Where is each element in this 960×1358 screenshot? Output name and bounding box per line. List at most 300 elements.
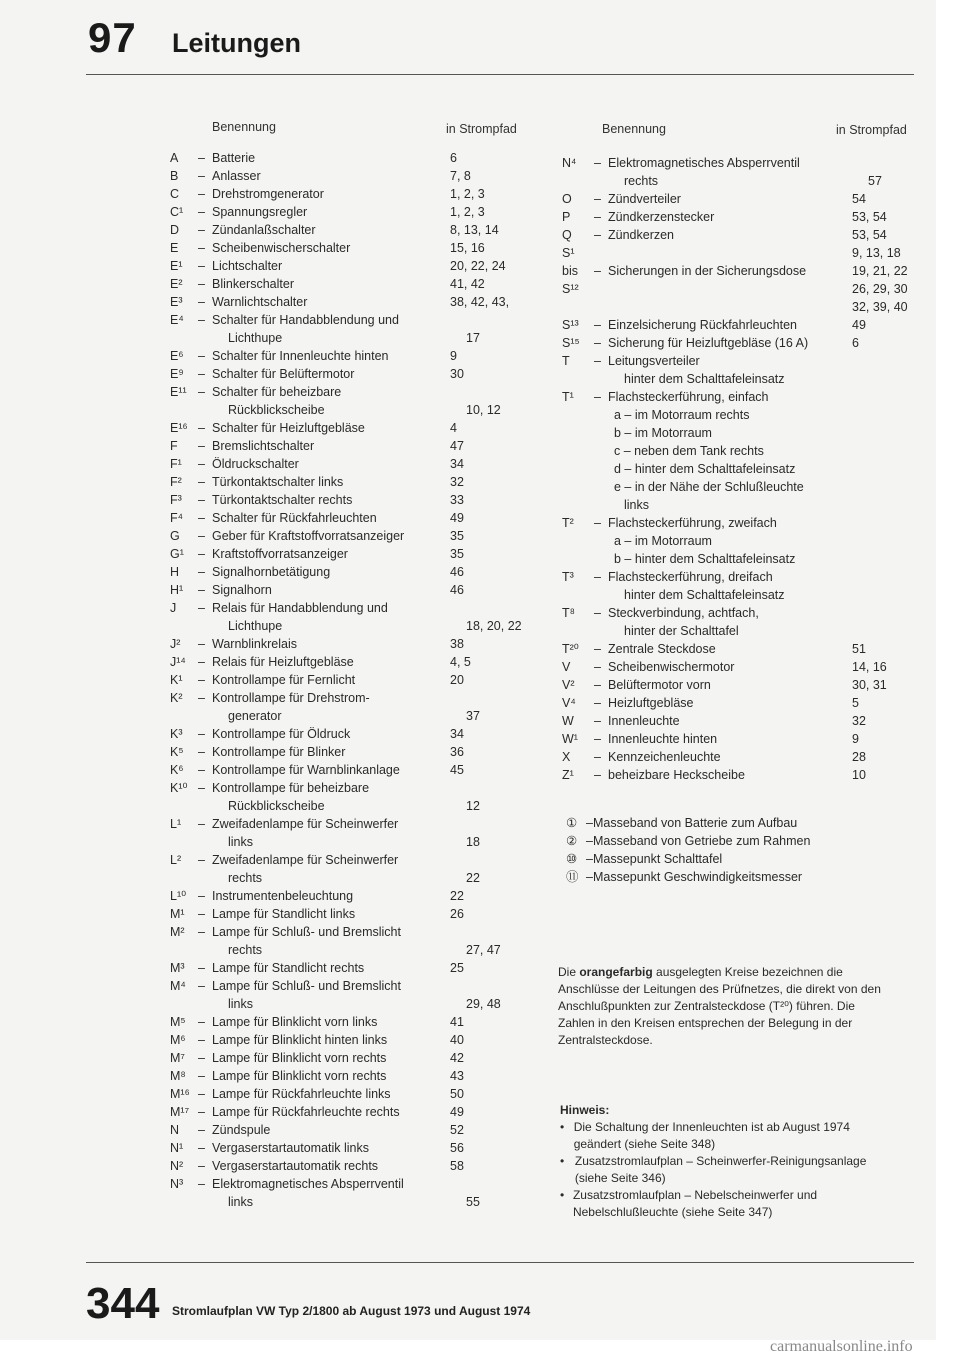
legend-dash: – bbox=[198, 313, 205, 327]
legend-label: Elektromagnetisches Absperrventil bbox=[212, 1177, 404, 1191]
legend-code bbox=[170, 1193, 198, 1211]
legend-code bbox=[170, 617, 198, 635]
legend-dash bbox=[594, 586, 608, 604]
legend-row bbox=[562, 406, 936, 424]
legend-dash: – bbox=[594, 318, 601, 332]
legend-code: M¹⁶ bbox=[170, 1087, 190, 1101]
legend-path: 26, 29, 30 bbox=[852, 282, 908, 296]
legend-code bbox=[170, 833, 198, 851]
legend-row bbox=[170, 851, 546, 869]
legend-path bbox=[858, 478, 936, 496]
legend-row bbox=[170, 1049, 546, 1067]
legend-label: Lampe für Blinklicht vorn links bbox=[212, 1015, 378, 1029]
legend-row bbox=[170, 959, 546, 977]
legend-dash bbox=[198, 941, 212, 959]
legend-dash: – bbox=[198, 745, 205, 759]
legend-path: 8, 13, 14 bbox=[450, 223, 499, 237]
paragraph-before: Die bbox=[558, 965, 580, 979]
legend-code bbox=[562, 406, 594, 424]
legend-dash bbox=[198, 995, 212, 1013]
legend-path: 32 bbox=[450, 475, 464, 489]
legend-path: 18, 20, 22 bbox=[466, 619, 522, 633]
legend-path: 34 bbox=[450, 727, 464, 741]
legend-code: F⁴ bbox=[170, 511, 184, 525]
legend-label: Lichthupe bbox=[228, 331, 283, 345]
legend-dash: – bbox=[594, 678, 601, 692]
legend-path: 40 bbox=[450, 1033, 464, 1047]
legend-path: 45 bbox=[450, 763, 464, 777]
legend-row bbox=[170, 1031, 546, 1049]
legend-code: T² bbox=[562, 516, 574, 530]
legend-code bbox=[562, 586, 594, 604]
legend-code: V⁴ bbox=[562, 696, 576, 710]
legend-path bbox=[858, 442, 936, 460]
legend-dash: – bbox=[198, 601, 205, 615]
ground-dash: – bbox=[586, 816, 593, 830]
legend-path: 4 bbox=[450, 421, 457, 435]
legend-label: links bbox=[228, 1195, 254, 1209]
legend-label: Warnlichtschalter bbox=[212, 295, 308, 309]
legend-label: Vergaserstartautomatik rechts bbox=[212, 1159, 379, 1173]
legend-label: generator bbox=[228, 709, 282, 723]
legend-row bbox=[170, 419, 546, 437]
legend-dash: – bbox=[594, 156, 601, 170]
legend-label: Zweifadenlampe für Scheinwerfer bbox=[212, 853, 399, 867]
note-item bbox=[560, 1153, 894, 1187]
legend-row bbox=[170, 149, 546, 167]
legend-code: Q bbox=[562, 228, 572, 242]
legend-label: Instrumentenbeleuchtung bbox=[212, 889, 354, 903]
legend-dash bbox=[198, 869, 212, 887]
legend-row bbox=[170, 653, 546, 671]
note-item bbox=[560, 1119, 894, 1153]
legend-row bbox=[170, 185, 546, 203]
bullet-icon: • bbox=[560, 1188, 565, 1202]
legend-code: L² bbox=[170, 853, 182, 867]
legend-row bbox=[170, 707, 546, 725]
legend-path bbox=[852, 388, 932, 406]
legend-row bbox=[170, 1121, 546, 1139]
legend-path: 30 bbox=[450, 367, 464, 381]
legend-label: Flachsteckerführung, einfach bbox=[608, 390, 769, 404]
legend-code: W¹ bbox=[562, 732, 578, 746]
legend-path: 6 bbox=[450, 151, 457, 165]
legend-path: 58 bbox=[450, 1159, 464, 1173]
legend-row bbox=[170, 941, 546, 959]
legend-row bbox=[170, 671, 546, 689]
legend-dash: – bbox=[198, 907, 205, 921]
legend-row bbox=[170, 1067, 546, 1085]
left-col-header-name: Benennung bbox=[212, 120, 276, 134]
legend-path: 41, 42 bbox=[450, 277, 485, 291]
legend-row bbox=[562, 388, 936, 406]
notes-list bbox=[560, 1119, 894, 1221]
legend-path bbox=[450, 815, 530, 833]
legend-label: Scheibenwischerschalter bbox=[212, 241, 351, 255]
bullet-icon: • bbox=[560, 1120, 565, 1134]
legend-label: Zweifadenlampe für Scheinwerfer bbox=[212, 817, 399, 831]
legend-code: E bbox=[170, 241, 179, 255]
legend-label: Lichtschalter bbox=[212, 259, 283, 273]
legend-path: 51 bbox=[852, 642, 866, 656]
legend-path: 32 bbox=[852, 714, 866, 728]
legend-code: T²⁰ bbox=[562, 642, 579, 656]
legend-dash bbox=[198, 617, 212, 635]
legend-path bbox=[450, 977, 530, 995]
legend-row bbox=[170, 1103, 546, 1121]
legend-row bbox=[562, 676, 936, 694]
legend-dash bbox=[198, 797, 212, 815]
legend-dash: – bbox=[198, 187, 205, 201]
legend-dash: – bbox=[198, 493, 205, 507]
legend-code: F³ bbox=[170, 493, 182, 507]
legend-row bbox=[562, 172, 936, 190]
paragraph-after: ausgelegten Kreise bezeichnen die Anschlüsse der Leitungen des Prüfnetzes, die direkt von den Anschlußpunkten zur Zentralsteckdose (T²⁰) führen. Die Zahlen in den Kreisen entsprechen der Belegung in der Zentralsteckdose. bbox=[558, 965, 881, 1047]
legend-dash: – bbox=[198, 1159, 205, 1173]
legend-dash: – bbox=[594, 768, 601, 782]
legend-dash bbox=[594, 460, 608, 478]
ground-dash: – bbox=[586, 852, 593, 866]
legend-code: S¹³ bbox=[562, 318, 579, 332]
legend-path bbox=[852, 154, 932, 172]
legend-row bbox=[562, 568, 936, 586]
legend-row bbox=[170, 437, 546, 455]
legend-dash: – bbox=[198, 565, 205, 579]
legend-dash: – bbox=[198, 385, 205, 399]
legend-path: 6 bbox=[852, 336, 859, 350]
legend-label: Schalter für Belüftermotor bbox=[212, 367, 355, 381]
legend-path bbox=[858, 424, 936, 442]
legend-row bbox=[562, 586, 936, 604]
legend-path bbox=[868, 586, 936, 604]
legend-dash: – bbox=[198, 529, 205, 543]
legend-dash: – bbox=[198, 583, 205, 597]
legend-label: Kontrollampe für Drehstrom- bbox=[212, 691, 370, 705]
legend-path bbox=[450, 779, 530, 797]
legend-label: Sicherungen in der Sicherungsdose bbox=[608, 264, 807, 278]
legend-row bbox=[562, 226, 936, 244]
legend-path: 22 bbox=[450, 889, 464, 903]
legend-code: J² bbox=[170, 637, 181, 651]
legend-code: A bbox=[170, 151, 179, 165]
legend-dash bbox=[198, 329, 212, 347]
legend-label: Zündspule bbox=[212, 1123, 271, 1137]
legend-code bbox=[562, 478, 594, 496]
legend-label: Anlasser bbox=[212, 169, 261, 183]
legend-path: 46 bbox=[450, 583, 464, 597]
legend-label: Einzelsicherung Rückfahrleuchten bbox=[608, 318, 797, 332]
legend-label: Steckverbindung, achtfach, bbox=[608, 606, 759, 620]
legend-row bbox=[562, 748, 936, 766]
legend-path: 10 bbox=[852, 768, 866, 782]
legend-code: T bbox=[562, 354, 570, 368]
notes-section bbox=[560, 1102, 894, 1221]
legend-dash: – bbox=[198, 961, 205, 975]
legend-row bbox=[170, 743, 546, 761]
legend-row bbox=[170, 905, 546, 923]
legend-dash: – bbox=[594, 354, 601, 368]
legend-code: N³ bbox=[170, 1177, 184, 1191]
legend-path: 50 bbox=[450, 1087, 464, 1101]
legend-row bbox=[170, 887, 546, 905]
legend-path bbox=[852, 604, 932, 622]
legend-row bbox=[562, 694, 936, 712]
legend-label: Lampe für Rückfahrleuchte links bbox=[212, 1087, 391, 1101]
legend-label: a – im Motorraum rechts bbox=[614, 408, 750, 422]
footer-rule bbox=[86, 1262, 914, 1263]
legend-path bbox=[450, 383, 530, 401]
legend-label: Innenleuchte hinten bbox=[608, 732, 718, 746]
legend-path: 14, 16 bbox=[852, 660, 887, 674]
legend-row bbox=[170, 293, 546, 311]
legend-code: N bbox=[170, 1123, 180, 1137]
legend-dash: – bbox=[198, 691, 205, 705]
legend-code bbox=[170, 797, 198, 815]
legend-label: hinter dem Schalttafeleinsatz bbox=[624, 372, 785, 386]
legend-dash bbox=[198, 707, 212, 725]
legend-row bbox=[562, 730, 936, 748]
legend-label: links bbox=[228, 835, 254, 849]
legend-dash bbox=[594, 622, 608, 640]
legend-code: T³ bbox=[562, 570, 574, 584]
legend-path: 36 bbox=[450, 745, 464, 759]
legend-path: 47 bbox=[450, 439, 464, 453]
legend-code: V² bbox=[562, 678, 575, 692]
legend-code: L¹ bbox=[170, 817, 182, 831]
legend-label: Öldruckschalter bbox=[212, 457, 299, 471]
legend-row bbox=[562, 460, 936, 478]
header-rule bbox=[86, 74, 914, 75]
legend-row bbox=[170, 401, 546, 419]
legend-row bbox=[170, 869, 546, 887]
legend-dash bbox=[594, 298, 608, 316]
footer-caption: Stromlaufplan VW Typ 2/1800 ab August 1973 und August 1974 bbox=[172, 1304, 531, 1318]
legend-label: links bbox=[228, 997, 254, 1011]
legend-label: b – im Motorraum bbox=[614, 426, 712, 440]
legend-row bbox=[170, 833, 546, 851]
legend-path: 33 bbox=[450, 493, 464, 507]
legend-dash: – bbox=[198, 889, 205, 903]
legend-dash: – bbox=[198, 979, 205, 993]
legend-dash: – bbox=[198, 169, 205, 183]
legend-path: 34 bbox=[450, 457, 464, 471]
legend-code: F¹ bbox=[170, 457, 182, 471]
legend-row bbox=[170, 761, 546, 779]
legend-path: 9, 13, 18 bbox=[852, 246, 901, 260]
ground-symbol-icon: ⑩ bbox=[566, 852, 578, 866]
legend-code: S¹² bbox=[562, 282, 579, 296]
legend-dash: – bbox=[594, 390, 601, 404]
legend-row bbox=[170, 491, 546, 509]
legend-dash bbox=[594, 496, 608, 514]
legend-path bbox=[450, 599, 530, 617]
legend-code bbox=[562, 424, 594, 442]
ground-text: Masseband von Getriebe zum Rahmen bbox=[592, 834, 811, 848]
legend-row bbox=[170, 995, 546, 1013]
legend-code bbox=[562, 370, 594, 388]
legend-code: E³ bbox=[170, 295, 183, 309]
legend-label bbox=[608, 280, 852, 298]
legend-path: 28 bbox=[852, 750, 866, 764]
page-number: 344 bbox=[86, 1279, 160, 1328]
legend-row bbox=[170, 527, 546, 545]
legend-label: Schalter für Rückfahrleuchten bbox=[212, 511, 377, 525]
legend-row bbox=[562, 622, 936, 640]
legend-path bbox=[852, 514, 932, 532]
legend-label: Kraftstoffvorratsanzeiger bbox=[212, 547, 348, 561]
legend-row bbox=[170, 635, 546, 653]
legend-dash bbox=[198, 833, 212, 851]
legend-label: Heizluftgebläse bbox=[608, 696, 694, 710]
legend-code bbox=[170, 329, 198, 347]
legend-label: Zündkerzen bbox=[608, 228, 675, 242]
ground-item bbox=[566, 850, 810, 868]
legend-code: G bbox=[170, 529, 180, 543]
legend-path: 20, 22, 24 bbox=[450, 259, 506, 273]
legend-code bbox=[170, 707, 198, 725]
legend-row bbox=[170, 581, 546, 599]
note-item bbox=[560, 1187, 894, 1221]
legend-dash: – bbox=[594, 264, 601, 278]
ground-text: Masseband von Batterie zum Aufbau bbox=[592, 816, 798, 830]
legend-label: Geber für Kraftstoffvorratsanzeiger bbox=[212, 529, 405, 543]
legend-code: M¹ bbox=[170, 907, 185, 921]
legend-path: 37 bbox=[466, 709, 480, 723]
legend-row bbox=[170, 167, 546, 185]
legend-code: P bbox=[562, 210, 571, 224]
legend-label: b – hinter dem Schalttafeleinsatz bbox=[614, 552, 796, 566]
legend-row bbox=[562, 442, 936, 460]
legend-row bbox=[170, 617, 546, 635]
legend-label: Türkontaktschalter links bbox=[212, 475, 344, 489]
legend-label: Türkontaktschalter rechts bbox=[212, 493, 353, 507]
note-text: Zusatzstromlaufplan – Nebelscheinwerfer und Nebelschlußleuchte (siehe Seite 347) bbox=[572, 1188, 818, 1219]
legend-label: Spannungsregler bbox=[212, 205, 308, 219]
legend-code: M² bbox=[170, 925, 185, 939]
legend-path bbox=[868, 496, 936, 514]
legend-path bbox=[852, 352, 932, 370]
legend-label: Lampe für Blinklicht vorn rechts bbox=[212, 1069, 387, 1083]
legend-code bbox=[562, 442, 594, 460]
legend-label: Sicherung für Heizluftgebläse (16 A) bbox=[608, 336, 809, 350]
legend-row bbox=[562, 766, 936, 784]
legend-path: 53, 54 bbox=[852, 228, 887, 242]
bullet-icon: • bbox=[560, 1154, 565, 1168]
notes-title: Hinweis: bbox=[560, 1103, 610, 1117]
legend-code: C¹ bbox=[170, 205, 184, 219]
legend-path: 32, 39, 40 bbox=[852, 300, 908, 314]
legend-path: 15, 16 bbox=[450, 241, 485, 255]
legend-dash: – bbox=[198, 853, 205, 867]
legend-dash: – bbox=[198, 1177, 205, 1191]
legend-label: Lampe für Blinklicht vorn rechts bbox=[212, 1051, 387, 1065]
legend-code bbox=[562, 460, 594, 478]
legend-path bbox=[852, 568, 932, 586]
legend-code: M⁶ bbox=[170, 1033, 186, 1047]
legend-row bbox=[562, 298, 936, 316]
legend-row bbox=[562, 316, 936, 334]
legend-row bbox=[562, 334, 936, 352]
legend-code: K³ bbox=[170, 727, 183, 741]
legend-dash: – bbox=[198, 547, 205, 561]
legend-row bbox=[562, 424, 936, 442]
legend-code bbox=[562, 172, 594, 190]
legend-code: H bbox=[170, 565, 180, 579]
legend-path bbox=[450, 923, 530, 941]
legend-code: X bbox=[562, 750, 571, 764]
legend-path: 55 bbox=[466, 1195, 480, 1209]
legend-dash: – bbox=[198, 259, 205, 273]
legend-row bbox=[170, 383, 546, 401]
right-legend-list bbox=[562, 154, 936, 784]
legend-code bbox=[562, 550, 594, 568]
legend-label: Innenleuchte bbox=[608, 714, 680, 728]
legend-dash bbox=[594, 244, 608, 262]
legend-label: Leitungsverteiler bbox=[608, 354, 700, 368]
legend-code bbox=[562, 496, 594, 514]
legend-label: Schalter für Innenleuchte hinten bbox=[212, 349, 389, 363]
legend-dash bbox=[594, 172, 608, 190]
legend-row bbox=[170, 275, 546, 293]
legend-label: Lampe für Rückfahrleuchte rechts bbox=[212, 1105, 400, 1119]
legend-dash bbox=[594, 442, 608, 460]
legend-row bbox=[562, 496, 936, 514]
ground-points-list bbox=[566, 814, 810, 886]
legend-path: 4, 5 bbox=[450, 655, 471, 669]
legend-dash: – bbox=[198, 1123, 205, 1137]
legend-row bbox=[170, 689, 546, 707]
legend-row bbox=[562, 712, 936, 730]
legend-code: E¹⁶ bbox=[170, 421, 188, 435]
legend-dash: – bbox=[198, 1105, 205, 1119]
legend-dash: – bbox=[198, 781, 205, 795]
legend-row bbox=[170, 815, 546, 833]
ground-dash: – bbox=[586, 870, 593, 884]
ground-symbol-icon: ① bbox=[566, 816, 578, 830]
legend-path: 49 bbox=[852, 318, 866, 332]
legend-dash bbox=[594, 550, 608, 568]
legend-label: Belüftermotor vorn bbox=[608, 678, 711, 692]
legend-row bbox=[170, 347, 546, 365]
legend-code: F bbox=[170, 439, 178, 453]
legend-dash: – bbox=[198, 223, 205, 237]
legend-label: Kontrollampe für Öldruck bbox=[212, 727, 351, 741]
legend-code: T¹ bbox=[562, 390, 574, 404]
legend-code: K¹ bbox=[170, 673, 183, 687]
legend-path: 43 bbox=[450, 1069, 464, 1083]
legend-dash bbox=[594, 424, 608, 442]
legend-dash: – bbox=[198, 925, 205, 939]
legend-code: M⁵ bbox=[170, 1015, 186, 1029]
legend-row bbox=[562, 514, 936, 532]
legend-label: Zündkerzenstecker bbox=[608, 210, 715, 224]
legend-row bbox=[170, 1013, 546, 1031]
legend-row bbox=[562, 640, 936, 658]
legend-row bbox=[170, 563, 546, 581]
legend-label: links bbox=[624, 498, 650, 512]
legend-label: Lampe für Standlicht rechts bbox=[212, 961, 365, 975]
legend-dash: – bbox=[198, 1069, 205, 1083]
legend-dash: – bbox=[594, 228, 601, 242]
legend-row bbox=[562, 658, 936, 676]
legend-code bbox=[562, 622, 594, 640]
legend-dash bbox=[594, 532, 608, 550]
legend-code bbox=[170, 401, 198, 419]
paragraph-highlight: orangefarbig bbox=[579, 965, 653, 979]
legend-label: Lampe für Blinklicht hinten links bbox=[212, 1033, 388, 1047]
legend-path: 19, 21, 22 bbox=[852, 264, 908, 278]
legend-label: c – neben dem Tank rechts bbox=[614, 444, 764, 458]
